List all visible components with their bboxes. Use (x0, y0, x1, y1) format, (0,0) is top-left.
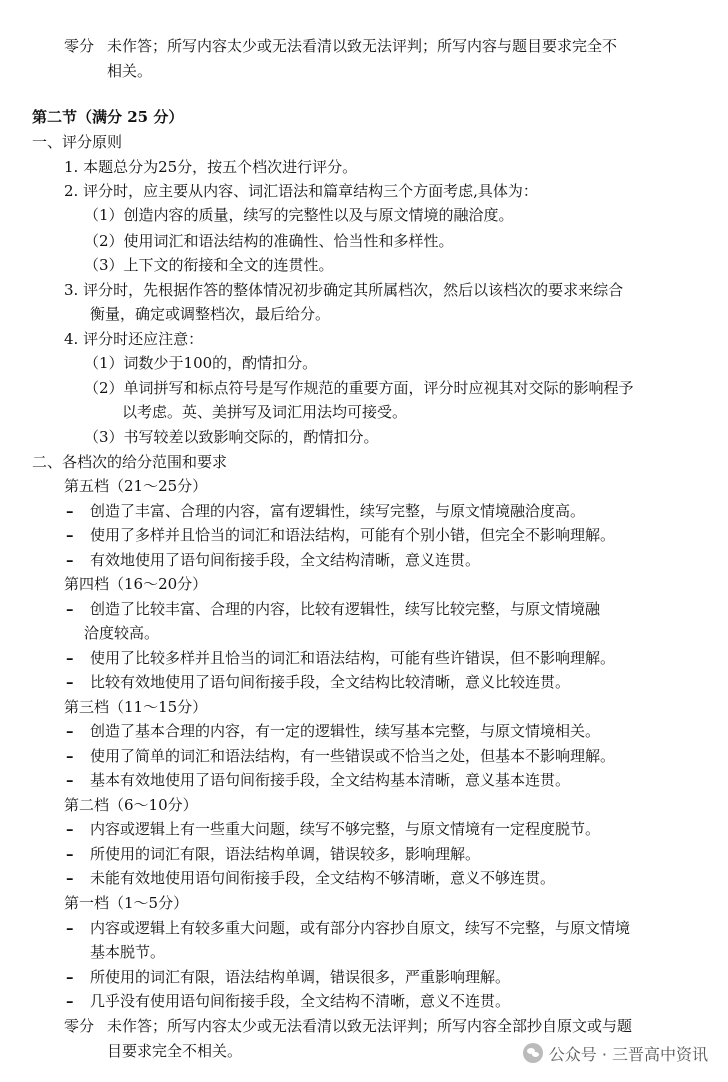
level-1-title: 第一档（1～5分） (64, 894, 189, 912)
level-3-bullet-2: 使用了简单的词汇和语法结构，有一些错误或不恰当之处，但基本不影响理解。 (90, 747, 616, 765)
principle-item-3: 3. 评分时，先根据作答的整体情况初步确定其所属档次，然后以该档次的要求来综合 (64, 281, 624, 299)
level-5-bullet-3: 有效地使用了语句间衔接手段，全文结构清晰，意义连贯。 (90, 551, 481, 569)
bullet-dash: – (66, 649, 74, 667)
principle-item-4-sub-3: （3）书写较差以致影响交际的，酌情扣分。 (84, 428, 379, 446)
zero-score-text: 未作答；所写内容太少或无法看清以致无法评判；所写内容与题目要求完全不 (107, 37, 618, 55)
wechat-icon (523, 1043, 543, 1063)
bullet-dash: – (66, 992, 74, 1010)
watermark (523, 1040, 708, 1066)
bullet-dash: – (66, 845, 74, 863)
level-2-bullet-1: 内容或逻辑上有一些重大问题，续写不够完整，与原文情境有一定程度脱节。 (90, 820, 601, 838)
principle-item-2-sub-3: （3）上下文的衔接和全文的连贯性。 (84, 256, 334, 274)
level-4-title: 第四档（16～20分） (64, 575, 208, 593)
bullet-dash: – (66, 673, 74, 691)
level-2-bullet-3: 未能有效地使用语句间衔接手段，全文结构不够清晰，意义不够连贯。 (90, 869, 556, 887)
principle-item-4: 4. 评分时还应注意： (64, 330, 204, 348)
bullet-dash: – (66, 919, 74, 937)
watermark-text: 公众号 · 三晋高中资讯 (548, 1044, 708, 1064)
level-5-title: 第五档（21～25分） (64, 477, 208, 495)
principle-item-4-sub-2: （2）单词拼写和标点符号是写作规范的重要方面，评分时应视其对交际的影响程予 (84, 379, 634, 397)
principle-item-4-sub-2-cont: 以考虑。英、美拼写及词汇用法均可接受。 (122, 403, 408, 421)
section-title: 第二节（满分 25 分） (32, 108, 184, 126)
principle-item-2-sub-1: （1）创造内容的质量，续写的完整性以及与原文情境的融洽度。 (84, 206, 514, 224)
level-2-title: 第二档（6～10分） (64, 796, 198, 814)
level-4-bullet-1-cont: 洽度较高。 (84, 624, 160, 642)
principle-item-2-sub-2: （2）使用词汇和语法结构的准确性、恰当性和多样性。 (84, 232, 454, 250)
zero-score-label: 零分 (64, 37, 95, 55)
level-2-bullet-2: 所使用的词汇有限，语法结构单调，错误较多，影响理解。 (90, 845, 481, 863)
bullet-dash: – (66, 869, 74, 887)
level-4-bullet-3: 比较有效地使用了语句间衔接手段，全文结构比较清晰，意义比较连贯。 (90, 673, 571, 691)
bullet-dash: – (66, 968, 74, 986)
principle-item-4-sub-1: （1）词数少于100的，酌情扣分。 (84, 354, 318, 372)
levels-heading: 二、各档次的给分范围和要求 (32, 453, 228, 471)
level-1-bullet-1: 内容或逻辑上有较多重大问题，或有部分内容抄自原文，续写不完整，与原文情境 (90, 919, 631, 937)
bullet-dash: – (66, 747, 74, 765)
level-5-bullet-1: 创造了丰富、合理的内容，富有逻辑性，续写完整，与原文情境融洽度高。 (90, 502, 586, 520)
level-4-bullet-2: 使用了比较多样并且恰当的词汇和语法结构，可能有些许错误，但不影响理解。 (90, 649, 616, 667)
level-5-bullet-2: 使用了多样并且恰当的词汇和语法结构，可能有个别小错，但完全不影响理解。 (90, 526, 616, 544)
principle-item-1: 1. 本题总分为25分，按五个档次进行评分。 (64, 158, 358, 176)
bullet-dash: – (66, 551, 74, 569)
level-1-bullet-1-cont: 基本脱节。 (90, 943, 166, 961)
level-1-bullet-3: 几乎没有使用语句间衔接手段，全文结构不清晰，意义不连贯。 (90, 992, 511, 1010)
bullet-dash: – (66, 722, 74, 740)
level-3-title: 第三档（11～15分） (64, 698, 208, 716)
zero-score-text-cont: 目要求完全不相关。 (107, 1042, 243, 1060)
bullet-dash: – (66, 526, 74, 544)
bullet-dash: – (66, 502, 74, 520)
level-4-bullet-1: 创造了比较丰富、合理的内容，比较有逻辑性，续写比较完整，与原文情境融 (90, 600, 601, 618)
zero-score-label: 零分 (64, 1017, 95, 1035)
zero-score-text: 未作答；所写内容太少或无法看清以致无法评判；所写内容全部抄自原文或与题 (107, 1017, 633, 1035)
bullet-dash: – (66, 600, 74, 618)
level-3-bullet-1: 创造了基本合理的内容，有一定的逻辑性，续写基本完整，与原文情境相关。 (90, 722, 601, 740)
principles-heading: 一、评分原则 (32, 133, 123, 151)
bullet-dash: – (66, 820, 74, 838)
level-1-bullet-2: 所使用的词汇有限，语法结构单调，错误很多，严重影响理解。 (90, 968, 511, 986)
bullet-dash: – (66, 771, 74, 789)
principle-item-3-cont: 衡量，确定或调整档次，最后给分。 (90, 305, 331, 323)
zero-score-text-cont: 相关。 (107, 62, 153, 80)
principle-item-2: 2. 评分时，应主要从内容、词汇语法和篇章结构三个方面考虑,具体为： (64, 182, 538, 200)
level-3-bullet-3: 基本有效地使用了语句间衔接手段，全文结构基本清晰，意义基本连贯。 (90, 771, 571, 789)
